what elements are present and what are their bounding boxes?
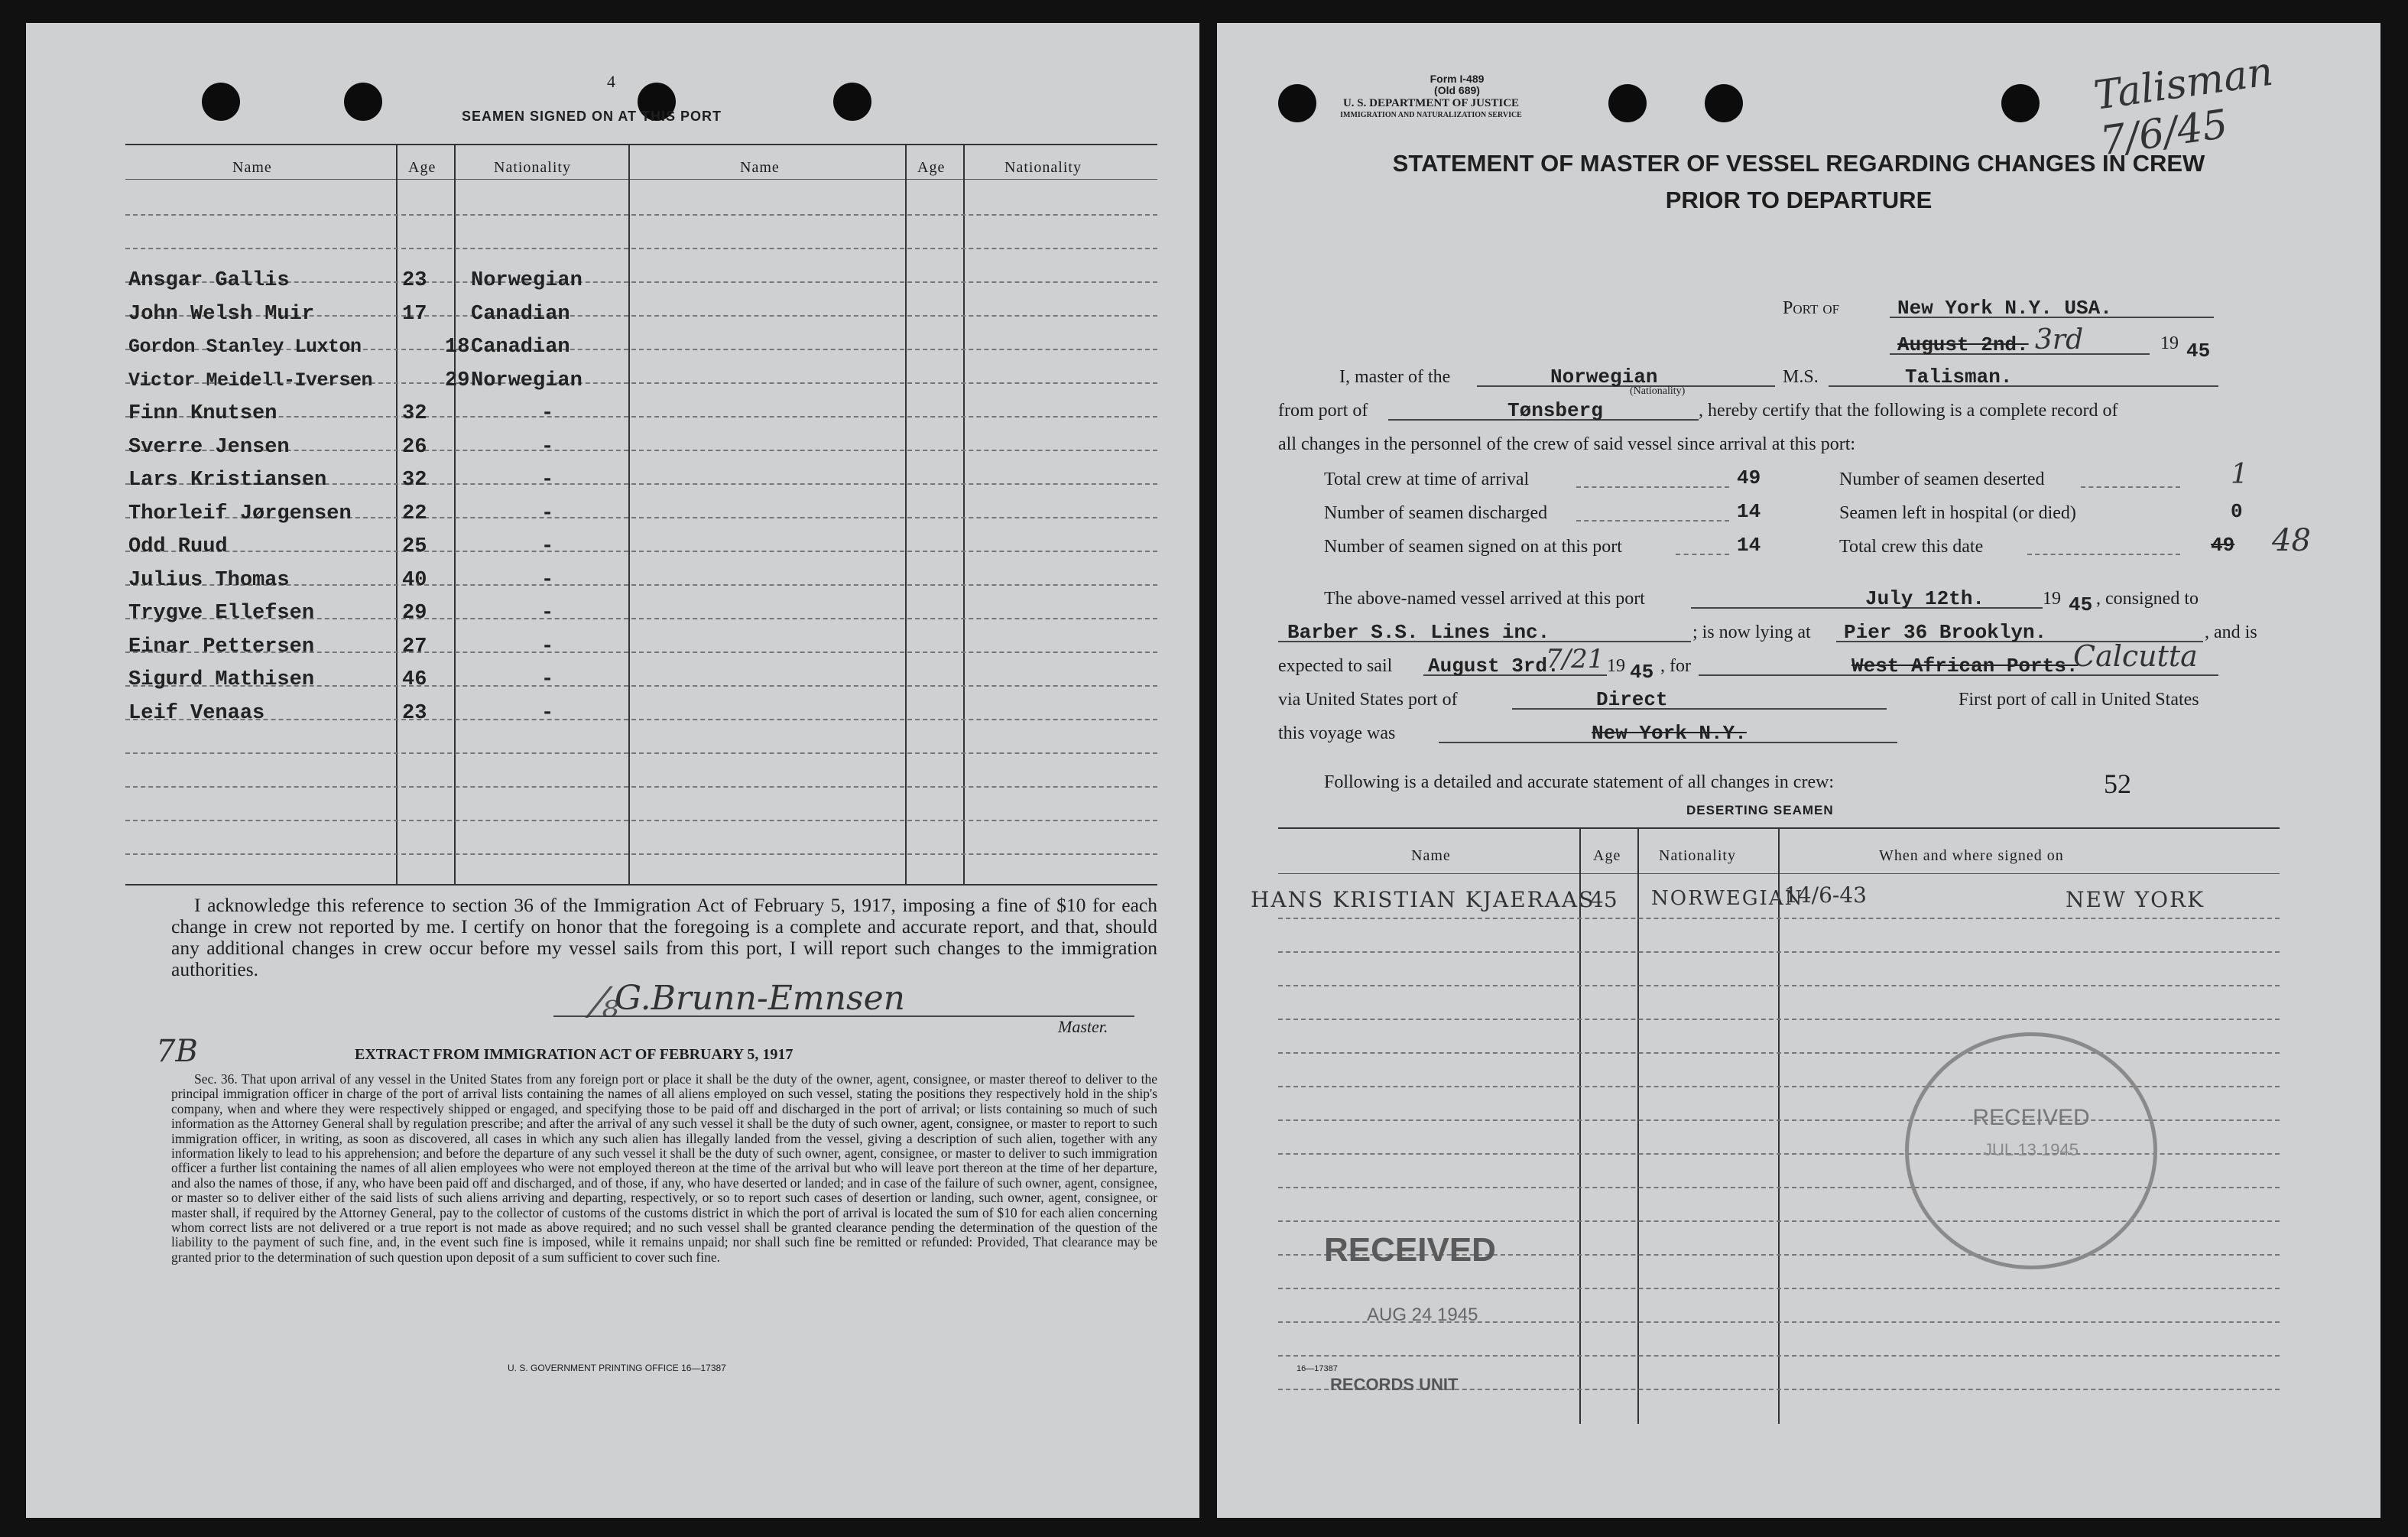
sail-year-prefix: 19 — [1607, 656, 1625, 676]
arrival-year-value: 45 — [2069, 593, 2093, 616]
form-old: (Old 689) — [1434, 84, 1480, 96]
master-label: Master. — [1058, 1017, 1108, 1036]
punch-hole — [2001, 84, 2040, 122]
seaman-nationality: - — [541, 535, 554, 558]
seaman-name: Leif Venaas — [128, 702, 265, 725]
signed-on-label: Number of seamen signed on at this port — [1324, 537, 1622, 557]
seaman-age: 32 — [402, 469, 427, 492]
ship-value: Talisman. — [1905, 366, 2013, 388]
seaman-name: Lars Kristiansen — [128, 469, 327, 492]
seaman-name: John Welsh Muir — [128, 303, 315, 326]
sail-date-value: August 3rd. — [1428, 655, 1559, 678]
total-date-value: 49 — [2211, 534, 2235, 557]
ship-prefix: M.S. — [1783, 367, 1819, 387]
hospital-value: 0 — [2231, 500, 2243, 523]
seaman-age: 18 — [445, 336, 470, 359]
row-line — [125, 719, 1157, 720]
seaman-age: 46 — [402, 668, 427, 691]
date-typed: August 2nd. — [1897, 333, 2029, 356]
left-page-title: SEAMEN SIGNED ON AT THIS PORT — [462, 109, 722, 124]
acknowledgement-text: I acknowledge this reference to section 36 of the Immigration Act of February 5, 1917, imposing a fine of $10 for each change in crew not reported by me. I certify on honor that the foregoing is a complete and accurate report, and that, should any additional changes in crew occur before my vessel sails from this port, I will report such changes to the immigration authorities. — [171, 894, 1157, 980]
signed-on-value: 14 — [1737, 534, 1761, 557]
certify-text: , hereby certify that the following is a complete record of — [1699, 401, 2118, 421]
total-arrival-label: Total crew at time of arrival — [1324, 470, 1530, 489]
seaman-age: 22 — [402, 502, 427, 525]
date-handwritten: 3rd — [2035, 324, 2084, 356]
form-id: Form I-489 — [1430, 73, 1485, 85]
extract-text: Sec. 36. That upon arrival of any vessel in the United States from any foreign port or place it shall be the duty of the owner, agent, consignee, or master thereof to deliver to the principal immigration officer in charge of the port of arrival lists containing the names of all aliens employed on such vessel, stating the positions they respectively hold in the ship's company, when and where they were respectively shipped or engaged, and specifying those to be paid off and discharged in the port of arrival; or lists containing so much of such information as the Attorney General shall by regulation prescribe; and after the arrival of any such vessel it shall be the duty of such owner, agent, consignee, or master to report to such immigration officer, in writing, as soon as discovered, all cases in which any such alien has illegally landed from the vessel, giving a description of such alien, together with any information likely to lead to his apprehension; and before the departure of any such vessel it shall be the duty of such owner, agent, consignee, or master to deliver to such immigration officer a further list containing the names of all alien employees who were not employed thereon at the time of the arrival but who will leave port thereon at the time of her departure, and also the names of those, if any, who have been paid off and discharged, and of those, if any, who have deserted or landed; and in case of the failure of such owner, agent, consignee, or master so to deliver either of the said lists of such aliens arriving and departing, respectively, or so to report such cases of desertion or landing, such owner, agent, consignee, or master shall, if required by the Attorney General, pay to the collector of customs of the customs district in which the port of arrival is located the sum of $10 for each alien concerning whom correct lists are not delivered or a true report is not made as above required; and no such vessel shall be granted clearance pending the determination of the question of the liability to the payment of such fine, and, in the event such fine is imposed, while it remains unpaid; nor shall such fine be remitted or refunded: Provided, That clearance may be granted prior to the determination of such question upon deposit of a sum sufficient to cover such fine. — [171, 1071, 1157, 1265]
form-header — [1381, 73, 1533, 96]
row-line — [1278, 1019, 2280, 1020]
deserter-signed-date: 14/6-43 — [1784, 882, 1867, 908]
row-line — [125, 820, 1157, 821]
seaman-age: 29 — [445, 369, 470, 392]
row-line — [125, 248, 1157, 249]
records-unit-stamp: RECORDS UNIT — [1330, 1375, 1459, 1394]
seaman-nationality: - — [541, 469, 554, 492]
seaman-nationality: Canadian — [471, 336, 570, 359]
year-prefix: 19 — [2160, 333, 2179, 353]
seaman-age: 25 — [402, 535, 427, 558]
punch-hole — [344, 83, 382, 121]
deserting-title: DESERTING SEAMEN — [1686, 803, 1834, 817]
row-line — [1278, 918, 2280, 919]
row-line — [1278, 1355, 2280, 1357]
destination-handwritten: Calcutta — [2073, 639, 2198, 673]
lying-at-label: ; is now lying at — [1692, 622, 1811, 642]
total-date-handwritten: 48 — [2272, 523, 2311, 558]
department-header — [1278, 98, 1584, 121]
form-code: 16—17387 — [1296, 1364, 1338, 1373]
seaman-name: Victor Meidell-Iversen — [128, 369, 373, 392]
seaman-name: Odd Ruud — [128, 535, 228, 558]
date-year: 45 — [2186, 340, 2211, 362]
row-line — [125, 551, 1157, 552]
seaman-name: Julius Thomas — [128, 569, 290, 592]
seaman-age: 32 — [402, 402, 427, 425]
col-header-age: Age — [917, 159, 946, 176]
col-header-name: Name — [232, 159, 272, 176]
col-header-name: Name — [740, 159, 780, 176]
right-page — [1217, 23, 2380, 1518]
punch-hole — [1608, 84, 1647, 122]
sail-date-handwritten: 7/21 — [1546, 644, 1605, 674]
seaman-age: 23 — [402, 702, 427, 725]
deserter-signed-place: NEW YORK — [2066, 887, 2205, 912]
round-stamp-text: RECEIVED — [1972, 1105, 2090, 1130]
col-header-nationality: Nationality — [1004, 159, 1082, 176]
form-title — [1217, 145, 2380, 219]
all-changes-text: all changes in the personnel of the crew of said vessel since arrival at this port: — [1278, 434, 1856, 454]
discharged-label: Number of seamen discharged — [1324, 503, 1548, 523]
via-label: via United States port of — [1278, 690, 1458, 710]
seaman-nationality: Norwegian — [471, 369, 583, 392]
printer-line: U. S. GOVERNMENT PRINTING OFFICE 16—17387 — [508, 1363, 726, 1373]
seaman-age: 40 — [402, 569, 427, 592]
margin-note: 7B — [156, 1034, 198, 1069]
consigned-label: , consigned to — [2096, 589, 2199, 609]
seaman-age: 29 — [402, 602, 427, 625]
department: U. S. DEPARTMENT OF JUSTICE — [1342, 97, 1520, 109]
port-label: Port of — [1783, 298, 1840, 318]
seaman-nationality: - — [541, 569, 554, 592]
row-line — [1278, 951, 2280, 953]
seaman-nationality: - — [541, 702, 554, 725]
deserted-value: 1 — [2231, 459, 2248, 490]
nationality-value: Norwegian — [1550, 366, 1658, 388]
handwritten-top-note: Talisman 7/6/45 — [2091, 48, 2276, 165]
deserter-col-name: Name — [1411, 847, 1451, 864]
seaman-name: Sigurd Mathisen — [128, 668, 315, 691]
form-title-line1: STATEMENT OF MASTER OF VESSEL REGARDING CHANGES IN CREW — [1392, 150, 2205, 177]
master-of-label: I, master of the — [1339, 367, 1451, 387]
following-text: Following is a detailed and accurate statement of all changes in crew: — [1324, 772, 1835, 792]
sail-year-value: 45 — [1630, 661, 1654, 684]
col-header-age: Age — [408, 159, 436, 176]
seaman-name: Trygve Ellefsen — [128, 602, 315, 625]
seaman-nationality: - — [541, 436, 554, 459]
destination-value: West African Ports. — [1851, 655, 2079, 678]
seaman-age: 17 — [402, 303, 427, 326]
seaman-nationality: - — [541, 502, 554, 525]
round-stamp-date: JUL 13 1945 — [1984, 1140, 2079, 1159]
deserter-col-age: Age — [1593, 847, 1621, 864]
extract-title: EXTRACT FROM IMMIGRATION ACT OF FEBRUARY 5, 1917 — [355, 1046, 793, 1063]
arrival-year-prefix: 19 — [2043, 589, 2061, 609]
row-line — [1278, 985, 2280, 986]
from-port-label: from port of — [1278, 401, 1368, 421]
seaman-age: 26 — [402, 436, 427, 459]
seaman-name: Thorleif Jørgensen — [128, 502, 352, 525]
seaman-name: Finn Knutsen — [128, 402, 277, 425]
consignee-value: Barber S.S. Lines inc. — [1287, 621, 1550, 644]
deserter-col-nationality: Nationality — [1659, 847, 1736, 864]
row-line — [1278, 1288, 2280, 1289]
received-stamp-date: AUG 24 1945 — [1367, 1305, 1478, 1325]
voyage-label: this voyage was — [1278, 723, 1396, 743]
nationality-caption: (Nationality) — [1630, 385, 1686, 397]
and-is-label: , and is — [2205, 622, 2257, 642]
left-page — [26, 23, 1199, 1518]
seaman-name: Ansgar Gallis — [128, 269, 290, 292]
form-title-line2: PRIOR TO DEPARTURE — [1665, 187, 1933, 213]
deserter-nationality: NORWEGIAN — [1651, 887, 1804, 910]
seaman-age: 23 — [402, 269, 427, 292]
seaman-nationality: - — [541, 402, 554, 425]
row-line — [125, 786, 1157, 788]
for-label: , for — [1660, 656, 1691, 676]
arrival-date-value: July 12th. — [1865, 587, 1985, 610]
page-number: 4 — [607, 72, 615, 91]
total-date-label: Total crew this date — [1839, 537, 1984, 557]
via-value: Direct — [1596, 688, 1668, 711]
master-signature: G.Brunn-Emnsen — [615, 979, 905, 1018]
received-stamp: RECEIVED — [1324, 1231, 1496, 1269]
hospital-label: Seamen left in hospital (or died) — [1839, 503, 2076, 523]
record-number: 52 — [2104, 768, 2131, 799]
service: IMMIGRATION AND NATURALIZATION SERVICE — [1340, 111, 1522, 119]
row-line — [125, 416, 1157, 418]
total-arrival-value: 49 — [1737, 466, 1761, 489]
deserted-label: Number of seamen deserted — [1839, 470, 2045, 489]
row-line — [125, 853, 1157, 855]
discharged-value: 14 — [1737, 500, 1761, 523]
lying-value: Pier 36 Brooklyn. — [1844, 621, 2047, 644]
row-line — [125, 214, 1157, 216]
deserter-col-signed: When and where signed on — [1879, 847, 2064, 864]
punch-hole — [202, 83, 240, 121]
seaman-age: 27 — [402, 635, 427, 658]
from-port-value: Tønsberg — [1507, 399, 1603, 422]
arrived-label: The above-named vessel arrived at this port — [1324, 589, 1645, 609]
row-line — [1278, 1052, 2280, 1054]
deserter-age: 45 — [1590, 887, 1618, 912]
seaman-nationality: Norwegian — [471, 269, 583, 292]
port-value: New York N.Y. USA. — [1897, 297, 2112, 320]
expected-label: expected to sail — [1278, 656, 1393, 676]
seaman-nationality: Canadian — [471, 303, 570, 326]
voyage-value: New York N.Y. — [1592, 722, 1747, 745]
handwritten-mark: ⁄₈ — [596, 979, 619, 1027]
seaman-nationality: - — [541, 668, 554, 691]
seaman-nationality: - — [541, 602, 554, 625]
round-received-stamp — [1905, 1032, 2157, 1269]
punch-hole — [1705, 84, 1743, 122]
col-header-nationality: Nationality — [494, 159, 571, 176]
seaman-nationality: - — [541, 635, 554, 658]
seaman-name: Sverre Jensen — [128, 436, 290, 459]
row-line — [125, 752, 1157, 754]
seaman-name: Gordon Stanley Luxton — [128, 336, 362, 358]
first-port-label: First port of call in United States — [1959, 690, 2199, 710]
punch-hole — [833, 83, 871, 121]
deserter-name: HANS KRISTIAN KJAERAAS — [1251, 887, 1595, 912]
seaman-name: Einar Pettersen — [128, 635, 315, 658]
